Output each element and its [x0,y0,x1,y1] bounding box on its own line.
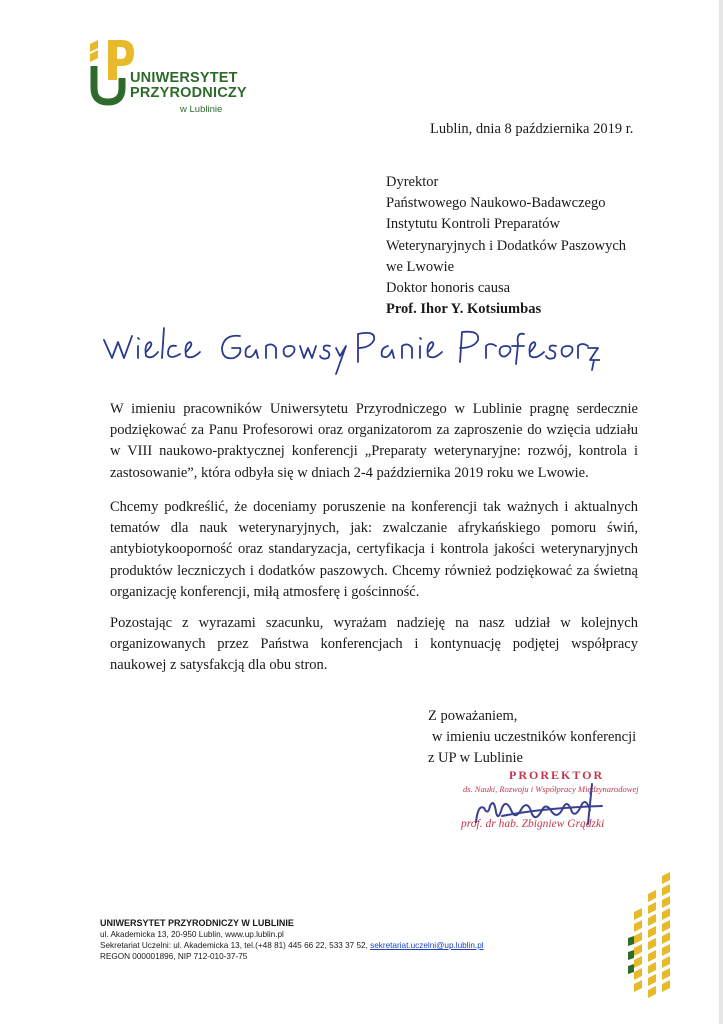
body-paragraph: W imieniu pracowników Uniwersytetu Przyrodniczego w Lublinie pragnę serdecznie podziękować za Panu Profesorowi oraz organizatorom za zaproszenie do wzięcia udziału w VIII naukowo-praktycznej konferencji „Preparaty weterynaryjne: rozwój, kontrola i zastosowanie”, która odbyła się w dniach 2-4 października 2019 roku we Lwowie. [110,401,638,481]
body-paragraph: Pozostając z wyrazami szacunku, wyrażam nadzieję na nasz udział w kolejnych organizowanych przez Państwa konferencjach i kontynuację podjętej współpracy naukowej z satysfakcją dla obu stron. [110,615,638,674]
closing-line: Z poważaniem, [428,708,518,724]
closing-line: w imieniu uczestników konferencji [432,729,637,746]
university-logo [88,36,258,116]
page-edge [719,0,723,1024]
stamp-subtitle: ds. Nauki, Rozwoju i Współpracy Międzynarodowej [463,784,639,794]
recipient-line: Dyrektor [386,174,439,190]
recipient-block [386,172,626,320]
stamp-name: prof. dr hab. Zbigniew Grądzki [461,818,605,830]
logo-line-2: PRZYRODNICZY [130,85,247,101]
logo-line-3: w Lublinie [180,104,223,115]
logo-name [130,71,247,101]
letter-date: Lublin, dnia 8 października 2019 r. [430,121,634,137]
logo-line-1: UNIWERSYTET [130,70,238,86]
wheat-decoration-icon [628,872,678,1002]
closing-block [428,706,636,770]
footer-email-link[interactable]: sekretariat.uczelni@up.lublin.pl [370,941,484,950]
stamp-title: PROREKTOR [509,768,605,782]
footer-title: UNIWERSYTET PRZYRODNICZY W LUBLINIE [100,918,294,928]
recipient-line: Weterynaryjnych i Dodatków Paszowych [386,237,627,254]
body-paragraph: Chcemy podkreślić, że doceniamy poruszenie na konferencji tak ważnych i aktualnych tematów dla nauk weterynaryjnych, jak: zwalczanie afrykańskiego pomoru świń, antybiotykooporność oraz standaryzacja, certyfikacja i kontrola jakości weterynaryjnych produktów leczniczych i dodatków paszowych. Chcemy również podziękować za świetną organizację konferencji, miłą atmosferę i gościnność. [110,499,638,600]
closing-line: z UP w Lublinie [428,750,523,767]
recipient-line: Instytutu Kontroli Preparatów [386,216,560,233]
footer-contact-text: Sekretariat Uczelni: ul. Akademicka 13, tel.(+48 81) 445 66 22, 533 37 52, [100,941,371,950]
handwritten-salutation [100,318,600,378]
footer-contact [100,940,484,951]
recipient-line: Państwowego Naukowo-Badawczego [386,195,606,212]
recipient-line: we Lwowie [386,258,455,275]
footer [100,918,484,962]
handwritten-signature [472,778,632,838]
footer-regon: REGON 000001896, NIP 712-010-37-75 [100,952,248,961]
footer-address: ul. Akademicka 13, 20-950 Lublin, www.up.lublin.pl [100,930,284,939]
recipient-name: Prof. Ihor Y. Kotsiumbas [386,301,542,318]
recipient-line: Doktor honoris causa [386,280,511,297]
